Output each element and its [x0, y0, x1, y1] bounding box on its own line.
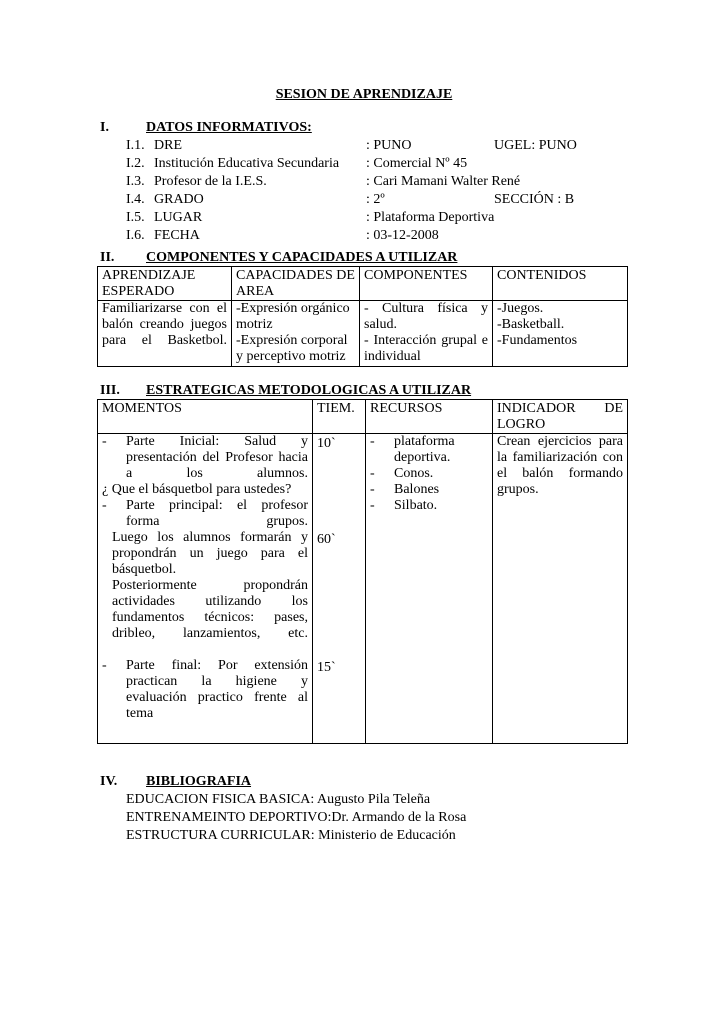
capacidad-item: -Expresión orgánico motriz [236, 301, 350, 332]
section-number: IV. [100, 774, 118, 789]
moment-paragraph: Posteriormente propondrán actividades utilizando los fundamentos técnicos: pases, dribleo, lanzamientos, etc. [112, 578, 308, 641]
section-label: BIBLIOGRAFIA [146, 774, 252, 789]
info-value: : PUNO [366, 138, 412, 153]
header-recursos: RECURSOS [366, 400, 493, 434]
section-bibliografia-heading [100, 774, 400, 790]
section-number: III. [100, 383, 120, 398]
table-row [98, 434, 628, 744]
info-number: I.6. [126, 228, 145, 243]
moment-paragraph: Luego los alumnos formarán y propondrán un juego para el básquetbol. [112, 530, 308, 577]
header-aprendizaje: APRENDIZAJE ESPERADO [98, 267, 232, 301]
cell-aprendizaje: Familiarizarse con el balón creando juegos para el Basketbol. [98, 301, 232, 367]
cell-momentos [98, 434, 313, 744]
info-number: I.5. [126, 210, 145, 225]
recurso-item: - Silbato. [370, 498, 438, 513]
header-tiempo: TIEM. [313, 400, 366, 434]
moment-text: Parte final: Por extensión practican la higiene y evaluación practico frente al tema [126, 658, 308, 721]
info-number: I.3. [126, 174, 145, 189]
info-label: LUGAR [154, 210, 203, 225]
info-value: : Cari Mamani Walter René [366, 174, 521, 189]
section-estrategias-heading [100, 383, 550, 399]
bibliography-item: EDUCACION FISICA BASICA: Augusto Pila Teleña [126, 792, 431, 807]
info-value: : Comercial Nº 45 [366, 156, 468, 171]
info-number: I.2. [126, 156, 145, 171]
info-label: Institución Educativa Secundaria [154, 156, 340, 171]
table-header-row [98, 267, 628, 301]
contenido-item: -Basketball. [497, 317, 565, 332]
recurso-item: - Conos. [370, 466, 434, 481]
time-value: 15` [317, 660, 336, 675]
cell-componentes [360, 301, 493, 367]
question-text: ¿ Que el básquetbol para ustedes? [102, 482, 292, 497]
section-label: ESTRATEGICAS METODOLOGICAS A UTILIZAR [146, 383, 472, 398]
bibliography-item: ESTRUCTURA CURRICULAR: Ministerio de Educación [126, 828, 456, 843]
cell-tiempo [313, 434, 366, 744]
recurso-item: - plataforma deportiva. [370, 434, 455, 465]
contenido-item: -Fundamentos [497, 333, 578, 348]
info-number: I.1. [126, 138, 145, 153]
info-value: : Plataforma Deportiva [366, 210, 495, 225]
table-row [98, 301, 628, 367]
bibliography-item: ENTRENAMEINTO DEPORTIVO:Dr. Armando de la Rosa [126, 810, 467, 825]
info-extra: UGEL: PUNO [494, 138, 577, 153]
document-title: SESION DE APRENDIZAJE [275, 87, 453, 102]
header-indicador: INDICADOR DE LOGRO [493, 400, 628, 434]
contenido-item: -Juegos. [497, 301, 544, 316]
section-label: COMPONENTES Y CAPACIDADES A UTILIZAR [146, 250, 458, 265]
capacidad-item: -Expresión corporal y perceptivo motriz [236, 333, 348, 364]
info-label: DRE [154, 138, 182, 153]
componentes-table [97, 266, 628, 367]
moment-text: Parte principal: el profesor forma grupos. [126, 498, 308, 529]
section-number: II. [100, 250, 115, 265]
cell-indicador: Crean ejercicios para la familiarización con el balón formando grupos. [493, 434, 628, 744]
info-extra: SECCIÓN : B [494, 192, 575, 207]
cell-capacidades [232, 301, 360, 367]
time-value: 60` [317, 532, 336, 547]
header-capacidades: CAPACIDADES DE AREA [232, 267, 360, 301]
info-value: : 2º [366, 192, 385, 207]
header-componentes: COMPONENTES [360, 267, 493, 301]
time-value: 10` [317, 436, 336, 451]
cell-contenidos [493, 301, 628, 367]
section-label: DATOS INFORMATIVOS: [146, 120, 312, 135]
cell-recursos [366, 434, 493, 744]
section-datos-heading [100, 120, 500, 136]
estrategias-table [97, 399, 628, 744]
moment-item: - Parte Inicial: Salud y presentación del Profesor hacia a los alumnos. [102, 434, 308, 481]
header-momentos: MOMENTOS [98, 400, 313, 434]
moment-text: Parte Inicial: Salud y presentación del Profesor hacia a los alumnos. [126, 434, 308, 481]
moment-item: - Parte principal: el profesor forma grupos. [102, 498, 308, 529]
recurso-item: - Balones [370, 482, 440, 497]
section-number: I. [100, 120, 109, 135]
info-label: Profesor de la I.E.S. [154, 174, 267, 189]
info-value: : 03-12-2008 [366, 228, 439, 243]
componente-item: - Interacción grupal e individual [364, 333, 488, 364]
table-header-row [98, 400, 628, 434]
section-componentes-heading [100, 250, 550, 266]
info-label: GRADO [154, 192, 204, 207]
componente-item: - Cultura física y salud. [364, 301, 488, 332]
info-number: I.4. [126, 192, 145, 207]
info-label: FECHA [154, 228, 200, 243]
moment-item: - Parte final: Por extensión practican la higiene y evaluación practico frente al tema [102, 658, 308, 721]
header-contenidos: CONTENIDOS [493, 267, 628, 301]
